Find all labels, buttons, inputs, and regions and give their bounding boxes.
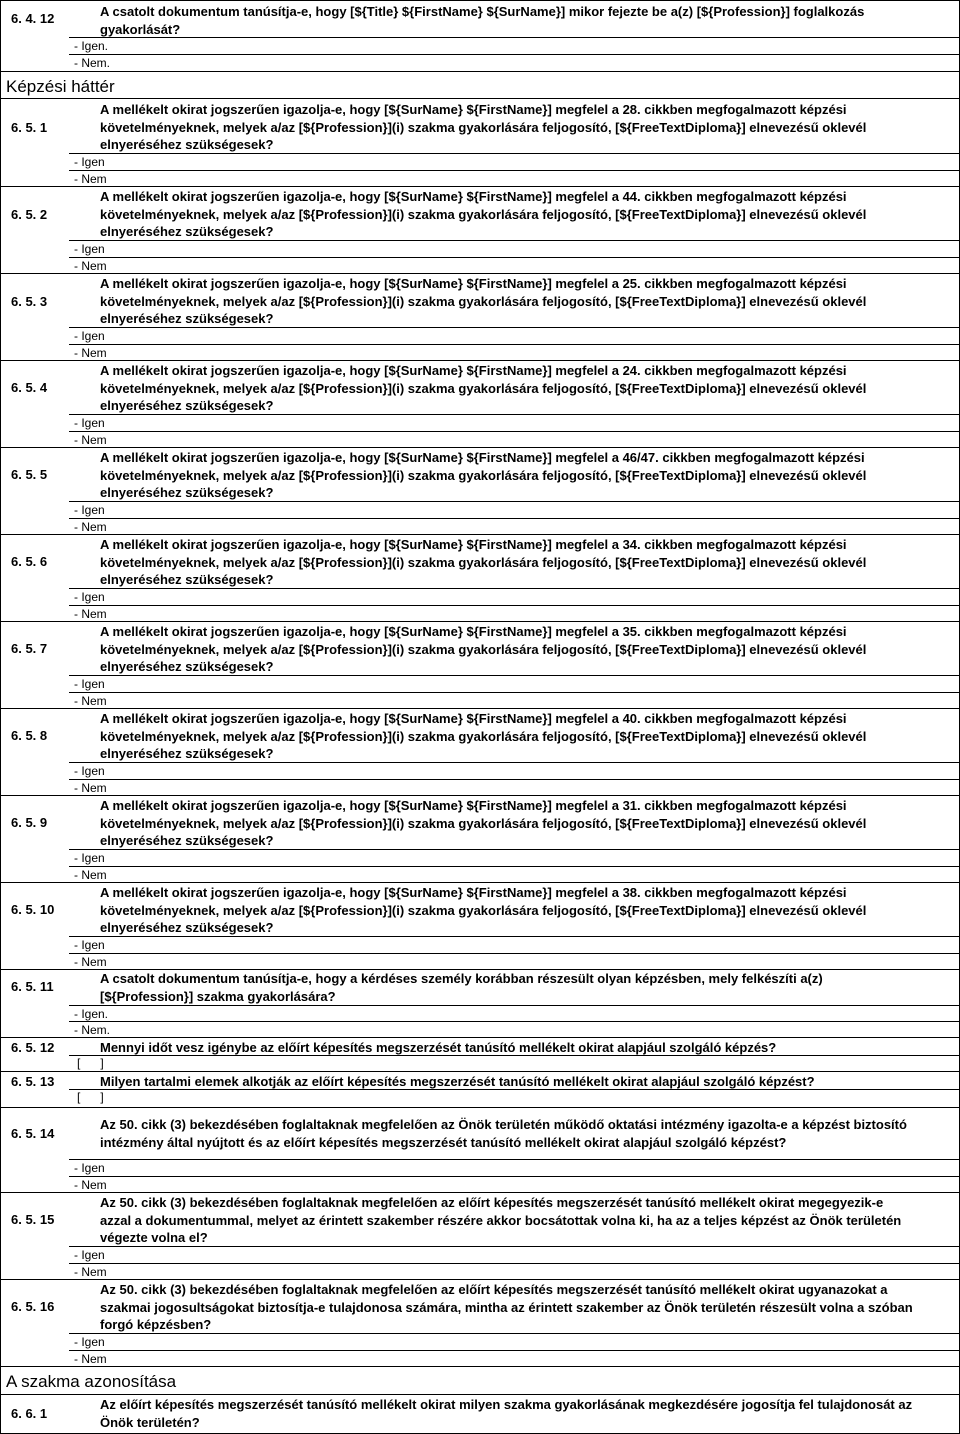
question-row	[1, 1037, 959, 1038]
option-no[interactable]: - Nem	[74, 346, 107, 360]
question-text: A mellékelt okirat jogszerűen igazolja-e, hogy [${SurName} ${FirstName}] megfelel a 44. cikkben megfogalmazott képzési követelményeknek, melyek a/az [${Profession}](i) szakma gyakorlására feljogosító, [${FreeTextDiploma}] elnevezésű oklevél elnyeréséhez szükségesek?	[100, 189, 867, 239]
question-number: 6. 5. 4	[11, 380, 48, 395]
option-yes[interactable]: - Igen	[74, 1335, 105, 1349]
question-row	[1, 1394, 959, 1395]
answer-field[interactable]: [ ]	[77, 1090, 104, 1104]
option-yes[interactable]: - Igen	[74, 329, 105, 343]
section-heading: Képzési háttér	[6, 77, 115, 96]
question-text: A mellékelt okirat jogszerűen igazolja-e, hogy [${SurName} ${FirstName}] megfelel a 31. cikkben megfogalmazott képzési követelményeknek, melyek a/az [${Profession}](i) szakma gyakorlására feljogosító, [${FreeTextDiploma}] elnevezésű oklevél elnyeréséhez szükségesek?	[100, 798, 867, 848]
option-no[interactable]: - Nem	[74, 172, 107, 186]
option-yes[interactable]: - Igen	[74, 590, 105, 604]
question-number: 6. 5. 13	[11, 1074, 55, 1089]
question-row	[1, 1071, 959, 1072]
question-row	[1, 273, 959, 274]
option-divider	[69, 1055, 959, 1056]
option-no[interactable]: - Nem.	[74, 56, 110, 70]
question-text: A mellékelt okirat jogszerűen igazolja-e, hogy [${SurName} ${FirstName}] megfelel a 24. cikkben megfogalmazott képzési követelményeknek, melyek a/az [${Profession}](i) szakma gyakorlására feljogosító, [${FreeTextDiploma}] elnevezésű oklevél elnyeréséhez szükségesek?	[100, 363, 867, 413]
question-number: 6. 5. 10	[11, 902, 55, 917]
option-yes[interactable]: - Igen	[74, 938, 105, 952]
option-divider	[69, 153, 959, 154]
option-divider	[69, 501, 959, 502]
section-heading-row	[1, 71, 959, 96]
option-yes[interactable]: - Igen	[74, 503, 105, 517]
option-no[interactable]: - Nem	[74, 1265, 107, 1279]
question-text: Az 50. cikk (3) bekezdésében foglaltaknak megfelelően az Önök területén működő oktatási intézmény igazolta-e a képzést biztosító intézmény által nyújtott és az előírt képesítés megszerzését tanúsító mellékelt okirat alapjául szolgáló képzést?	[100, 1117, 907, 1150]
question-number: 6. 5. 1	[11, 120, 48, 135]
option-yes[interactable]: - Igen.	[74, 1007, 109, 1021]
option-divider	[69, 1350, 959, 1351]
option-no[interactable]: - Nem	[74, 1178, 107, 1192]
option-yes[interactable]: - Igen	[74, 851, 105, 865]
option-yes[interactable]: - Igen	[74, 1248, 105, 1262]
option-divider	[69, 1176, 959, 1177]
question-text: A csatolt dokumentum tanúsítja-e, hogy [${Title} ${FirstName} ${SurName}] mikor fejezte be a(z) [${Profession}] foglalkozás gyakorlását?	[100, 4, 865, 37]
question-row	[1, 1107, 959, 1108]
question-number: 6. 6. 1	[11, 1406, 48, 1421]
question-number: 6. 5. 11	[11, 979, 54, 994]
question-number: 6. 5. 16	[11, 1299, 55, 1314]
question-number: 6. 5. 6	[11, 554, 48, 569]
question-row	[1, 795, 959, 796]
option-no[interactable]: - Nem	[74, 433, 107, 447]
question-row	[1, 1279, 959, 1280]
option-yes[interactable]: - Igen	[74, 416, 105, 430]
question-row	[1, 882, 959, 883]
option-divider	[69, 605, 959, 606]
question-text: A mellékelt okirat jogszerűen igazolja-e, hogy [${SurName} ${FirstName}] megfelel a 34. cikkben megfogalmazott képzési követelményeknek, melyek a/az [${Profession}](i) szakma gyakorlására feljogosító, [${FreeTextDiploma}] elnevezésű oklevél elnyeréséhez szükségesek?	[100, 537, 867, 587]
question-row	[1, 98, 959, 99]
option-divider	[69, 1333, 959, 1334]
question-text: Milyen tartalmi elemek alkotják az előírt képesítés megszerzését tanúsító mellékelt okirat alapjául szolgáló képzést?	[100, 1074, 815, 1089]
option-divider	[69, 762, 959, 763]
option-divider	[69, 1089, 959, 1090]
option-divider	[69, 327, 959, 328]
question-text: A mellékelt okirat jogszerűen igazolja-e, hogy [${SurName} ${FirstName}] megfelel a 46/47. cikkben megfogalmazott képzési követelményeknek, melyek a/az [${Profession}](i) szakma gyakorlására feljogosító, [${FreeTextDiploma}] elnevezésű oklevél elnyeréséhez szükségesek?	[100, 450, 867, 500]
option-no[interactable]: - Nem.	[74, 1023, 110, 1037]
question-number: 6. 4. 12	[11, 11, 55, 26]
option-no[interactable]: - Nem	[74, 259, 107, 273]
question-number: 6. 5. 12	[11, 1040, 55, 1055]
question-text: Az előírt képesítés megszerzését tanúsító mellékelt okirat milyen szakma gyakorlásának megkezdésére jogosítja fel tulajdonosát az Önök területén?	[100, 1397, 913, 1430]
option-divider	[69, 692, 959, 693]
option-divider	[69, 37, 959, 38]
section-heading: A szakma azonosítása	[6, 1372, 177, 1391]
option-divider	[69, 1159, 959, 1160]
question-text: Az 50. cikk (3) bekezdésében foglaltaknak megfelelően az előírt képesítés megszerzését tanúsító mellékelt okirat megegyezik-e azzal a dokumentummal, melyet az érintett szakember részére akkor bocsátottak volna ki, ha az a teljes képzést az Önök területén végezte volna el?	[100, 1195, 902, 1245]
question-text: A mellékelt okirat jogszerűen igazolja-e, hogy [${SurName} ${FirstName}] megfelel a 40. cikkben megfogalmazott képzési követelményeknek, melyek a/az [${Profession}](i) szakma gyakorlására feljogosító, [${FreeTextDiploma}] elnevezésű oklevél elnyeréséhez szükségesek?	[100, 711, 867, 761]
question-number: 6. 5. 3	[11, 294, 48, 309]
option-divider	[69, 779, 959, 780]
question-text: Mennyi időt vesz igénybe az előírt képesítés megszerzését tanúsító mellékelt okirat alapjául szolgáló képzés?	[100, 1040, 777, 1055]
option-divider	[69, 54, 959, 55]
question-row	[1, 708, 959, 709]
option-yes[interactable]: - Igen	[74, 242, 105, 256]
option-divider	[69, 588, 959, 589]
option-divider	[69, 170, 959, 171]
question-text: A mellékelt okirat jogszerűen igazolja-e, hogy [${SurName} ${FirstName}] megfelel a 28. cikkben megfogalmazott képzési követelményeknek, melyek a/az [${Profession}](i) szakma gyakorlására feljogosító, [${FreeTextDiploma}] elnevezésű oklevél elnyeréséhez szükségesek?	[100, 102, 867, 152]
question-text: A mellékelt okirat jogszerűen igazolja-e, hogy [${SurName} ${FirstName}] megfelel a 25. cikkben megfogalmazott képzési követelményeknek, melyek a/az [${Profession}](i) szakma gyakorlására feljogosító, [${FreeTextDiploma}] elnevezésű oklevél elnyeréséhez szükségesek?	[100, 276, 867, 326]
option-divider	[69, 414, 959, 415]
option-divider	[69, 1263, 959, 1264]
option-divider	[69, 675, 959, 676]
section-heading-row	[1, 1366, 959, 1391]
option-divider	[69, 1021, 959, 1022]
question-row	[1, 534, 959, 535]
question-row	[1, 0, 959, 1]
question-text: A mellékelt okirat jogszerűen igazolja-e, hogy [${SurName} ${FirstName}] megfelel a 35. cikkben megfogalmazott képzési követelményeknek, melyek a/az [${Profession}](i) szakma gyakorlására feljogosító, [${FreeTextDiploma}] elnevezésű oklevél elnyeréséhez szükségesek?	[100, 624, 867, 674]
option-no[interactable]: - Nem	[74, 781, 107, 795]
option-no[interactable]: - Nem	[74, 1352, 107, 1366]
option-yes[interactable]: - Igen	[74, 764, 105, 778]
question-text: Az 50. cikk (3) bekezdésében foglaltaknak megfelelően az előírt képesítés megszerzését tanúsító mellékelt okirat ugyanazokat a szakmai jogosultságokat biztosítja-e tulajdonosa számára, mintha az érintett szakember az Önök területén részesült volna a szóban forgó képzésben?	[100, 1282, 913, 1332]
question-row	[1, 447, 959, 448]
option-divider	[69, 1246, 959, 1247]
option-no[interactable]: - Nem	[74, 955, 107, 969]
option-divider	[69, 849, 959, 850]
question-text: A csatolt dokumentum tanúsítja-e, hogy a kérdéses személy korábban részesült olyan képzésben, mely felkészíti a(z) [${Profession}] szakma gyakorlására?	[100, 971, 823, 1004]
question-row	[1, 186, 959, 187]
answer-field[interactable]: [ ]	[77, 1056, 104, 1070]
question-number: 6. 5. 15	[11, 1212, 55, 1227]
question-number: 6. 5. 5	[11, 467, 48, 482]
question-number: 6. 5. 14	[11, 1126, 55, 1141]
question-number: 6. 5. 8	[11, 728, 48, 743]
option-no[interactable]: - Nem	[74, 694, 107, 708]
question-text: A mellékelt okirat jogszerűen igazolja-e, hogy [${SurName} ${FirstName}] megfelel a 38. cikkben megfogalmazott képzési követelményeknek, melyek a/az [${Profession}](i) szakma gyakorlására feljogosító, [${FreeTextDiploma}] elnevezésű oklevél elnyeréséhez szükségesek?	[100, 885, 867, 935]
question-row	[1, 360, 959, 361]
option-divider	[69, 431, 959, 432]
option-no[interactable]: - Nem	[74, 607, 107, 621]
option-divider	[69, 866, 959, 867]
option-divider	[69, 953, 959, 954]
question-number: 6. 5. 7	[11, 641, 48, 656]
option-no[interactable]: - Nem	[74, 868, 107, 882]
option-divider	[69, 257, 959, 258]
option-yes[interactable]: - Igen.	[74, 39, 109, 53]
option-yes[interactable]: - Igen	[74, 1161, 105, 1175]
question-row	[1, 621, 959, 622]
option-divider	[69, 344, 959, 345]
option-yes[interactable]: - Igen	[74, 155, 105, 169]
question-number: 6. 5. 2	[11, 207, 48, 222]
option-divider	[69, 1005, 959, 1006]
option-divider	[69, 518, 959, 519]
option-yes[interactable]: - Igen	[74, 677, 105, 691]
option-no[interactable]: - Nem	[74, 520, 107, 534]
option-divider	[69, 936, 959, 937]
question-number: 6. 5. 9	[11, 815, 48, 830]
option-divider	[69, 240, 959, 241]
question-row	[1, 1192, 959, 1193]
